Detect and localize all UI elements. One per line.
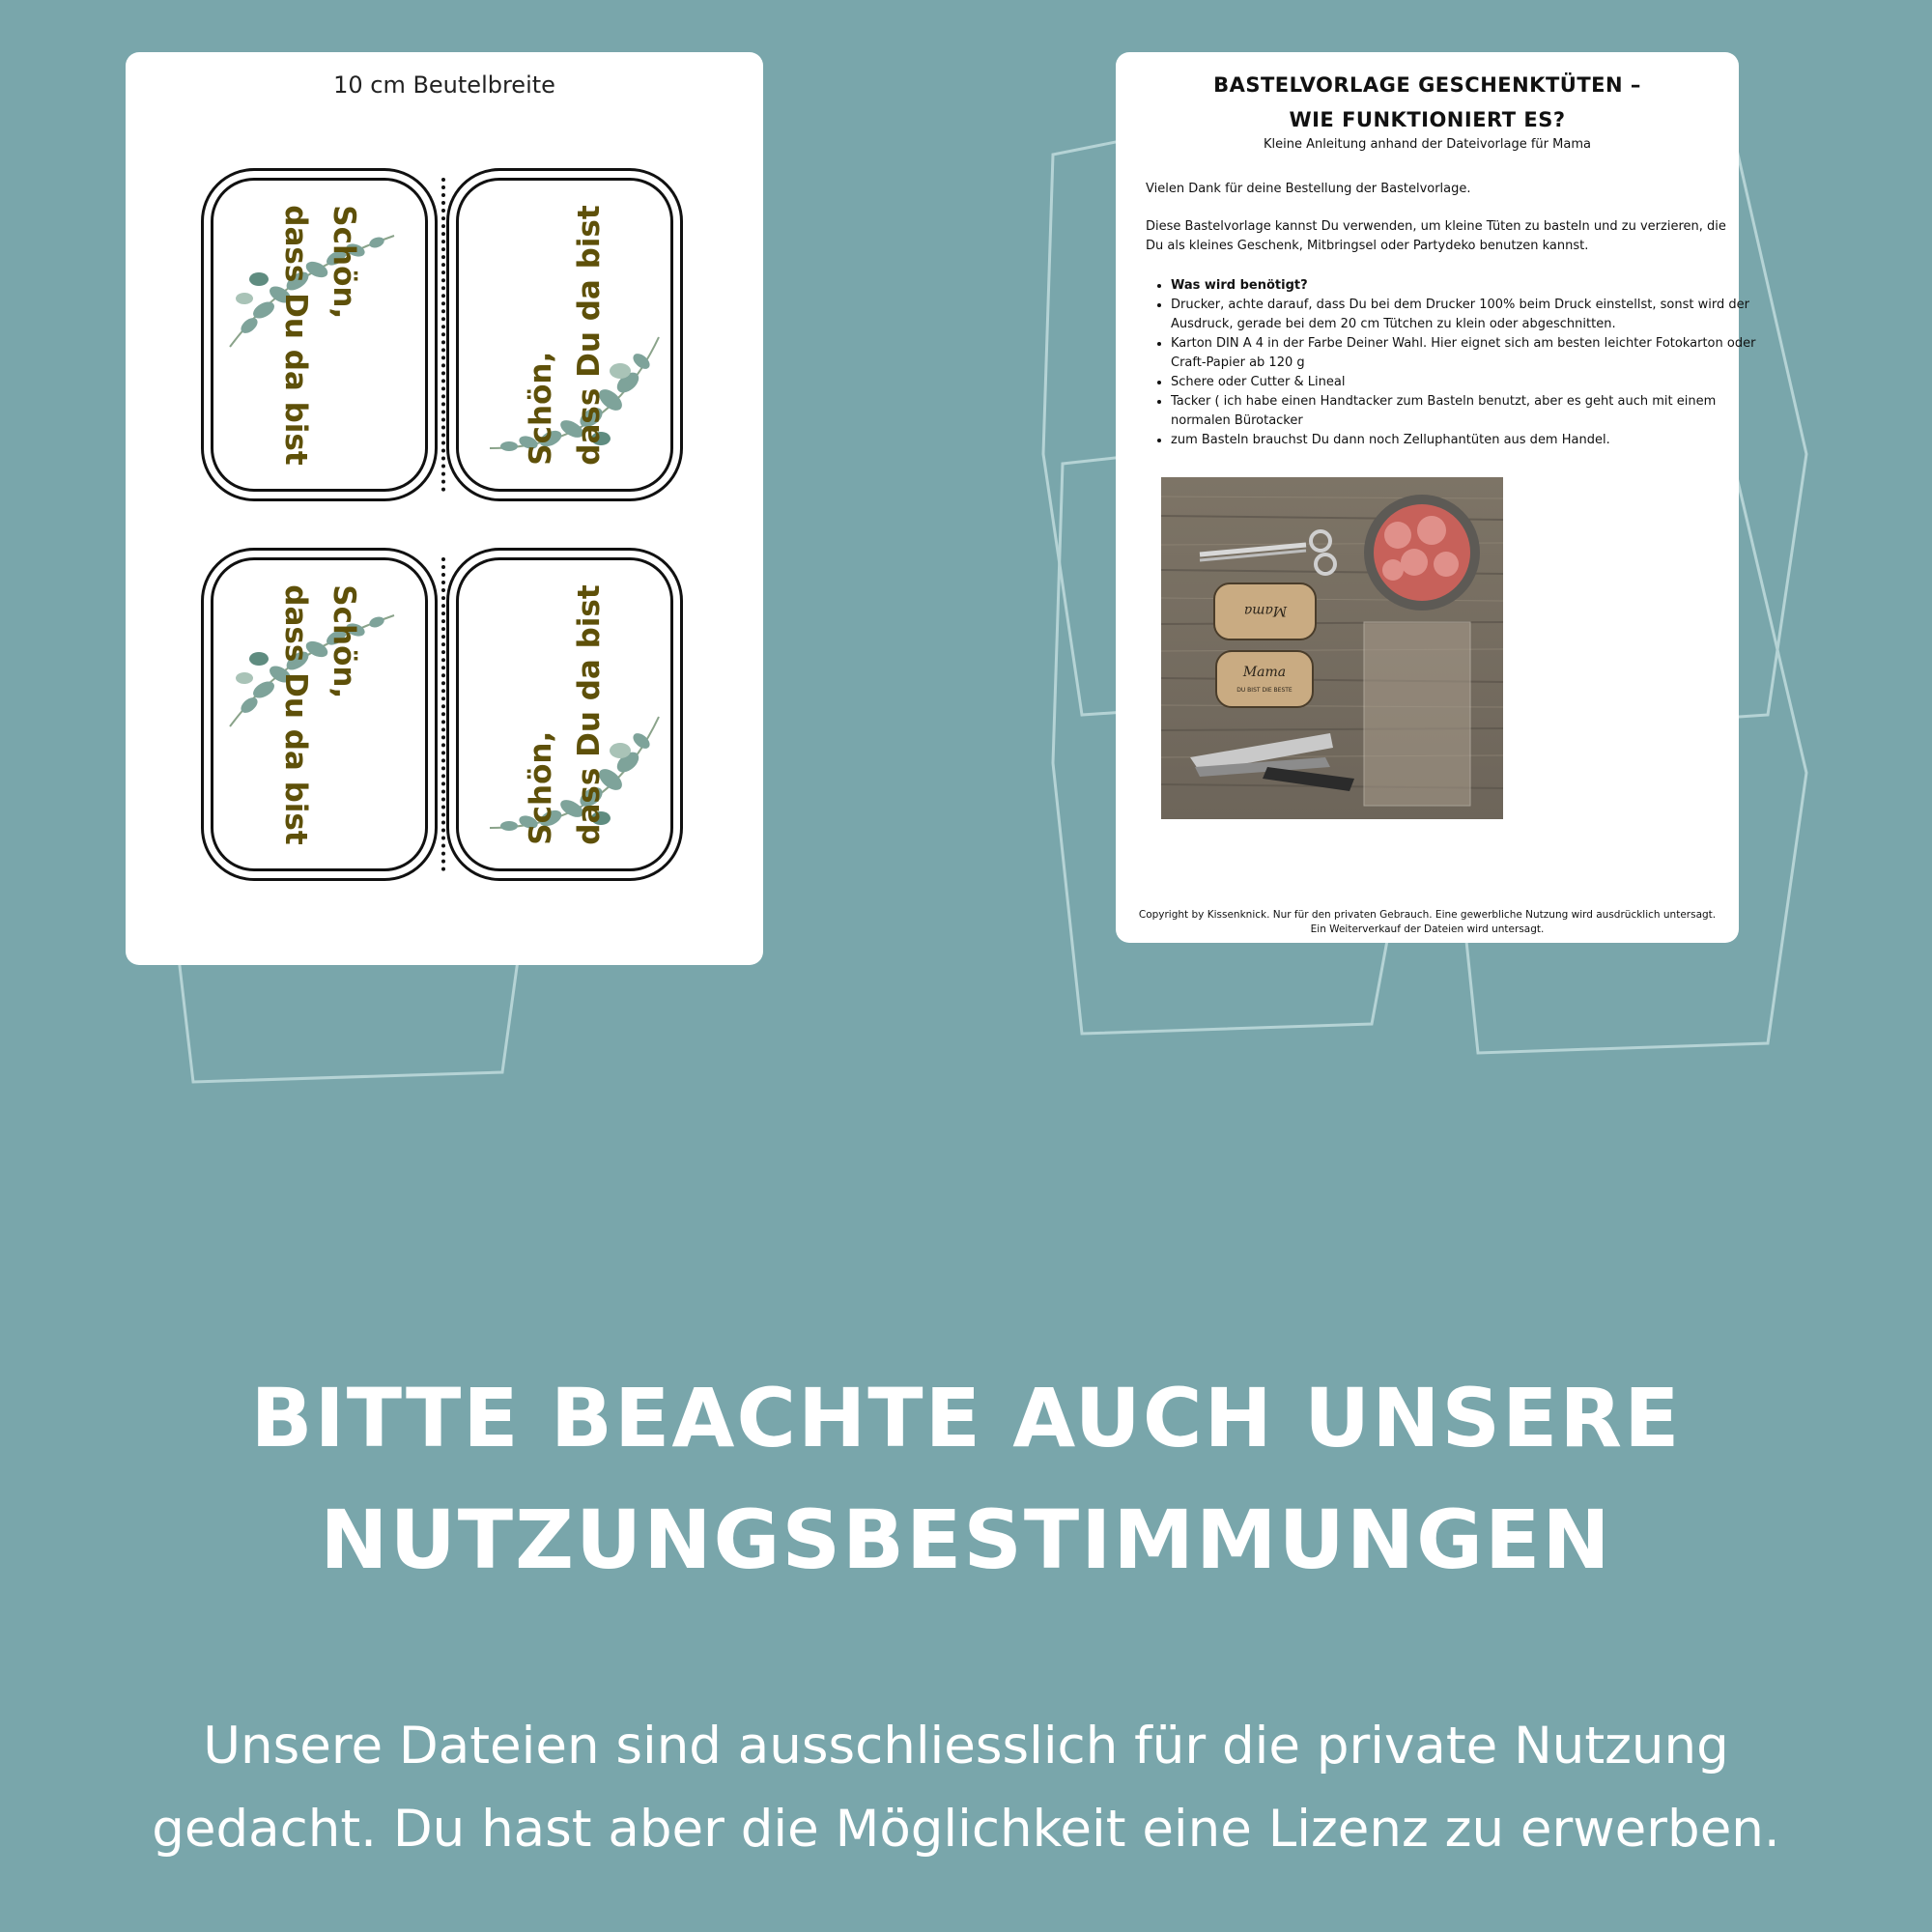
doc-paragraph-2: Diese Bastelvorlage kannst Du verwenden, um kleine Tüten zu basteln und zu verzieren, die Du als kleines Geschenk, Mitbringsel oder Partydeko benutzen kannst. [1146, 219, 1726, 253]
tag-line-1: Schön, [326, 204, 361, 319]
craft-supplies-photo [1161, 477, 1503, 819]
body-line-2: gedacht. Du hast aber die Möglichkeit eine Lizenz zu erwerben. [152, 1800, 1780, 1859]
requirements-list [1146, 276, 1762, 450]
headline-line-2: NUTZUNGSBESTIMMUNGEN [320, 1492, 1612, 1587]
svg-text:Mama: Mama [1242, 665, 1287, 680]
tag-line-2: dass Du da bist [277, 583, 313, 845]
doc-subtitle: Kleine Anleitung anhand der Dateivorlage für Mama [1264, 137, 1591, 152]
copyright-notice: Copyright by Kissenknick. Nur für den privaten Gebrauch. Eine gewerbliche Nutzung wird ausdrücklich untersagt. Ein Weiterverkauf der Dateien wird untersagt. [1138, 909, 1717, 935]
tag-line-2: dass Du da bist [277, 204, 313, 466]
tag-line-1: Schön, [523, 730, 558, 845]
tag-line-2: dass Du da bist [571, 583, 607, 845]
tag-template-page [126, 52, 763, 965]
gift-tag [446, 548, 683, 881]
doc-title-line-1: BASTELVORLAGE GESCHENKTÜTEN – [1213, 73, 1641, 97]
doc-paragraph-1: Vielen Dank für deine Bestellung der Bastelvorlage. [1146, 182, 1471, 196]
gift-tag [201, 548, 438, 881]
list-item: • zum Basteln brauchst Du dann noch Zelluphantüten aus dem Handel. [1171, 431, 1762, 450]
gift-tag [446, 168, 683, 501]
doc-title-line-2: WIE FUNKTIONIERT ES? [1289, 108, 1566, 131]
svg-text:DU BIST DIE BESTE: DU BIST DIE BESTE [1236, 687, 1293, 694]
photo-illustration [1161, 477, 1503, 819]
headline-line-1: BITTE BEACHTE AUCH UNSERE [250, 1371, 1682, 1465]
body-line-1: Unsere Dateien sind ausschliesslich für die private Nutzung [203, 1717, 1729, 1776]
bag-width-caption: 10 cm Beutelbreite [333, 71, 555, 99]
svg-text:Mama: Mama [1243, 603, 1288, 618]
tag-line-1: Schön, [326, 583, 361, 698]
tag-line-1: Schön, [523, 351, 558, 466]
list-item: • Was wird benötigt? [1171, 276, 1762, 296]
license-notice [0, 1705, 1932, 1871]
list-item: • Drucker, achte darauf, dass Du bei dem Drucker 100% beim Druck einstellst, sonst wird der Ausdruck, gerade bei dem 20 cm Tütchen zu klein oder abgeschnitten. [1171, 296, 1762, 334]
instructions-page [1116, 52, 1756, 943]
candy-bowl-icon [1364, 495, 1480, 611]
fold-line [441, 178, 445, 492]
gift-tag [201, 168, 438, 501]
terms-headline [0, 1357, 1932, 1601]
fold-line [441, 557, 445, 871]
list-item: • Schere oder Cutter & Lineal [1171, 373, 1762, 392]
list-item: • Tacker ( ich habe einen Handtacker zum Basteln benutzt, aber es geht auch mit einem normalen Bürotacker [1171, 392, 1762, 431]
tag-line-2: dass Du da bist [571, 204, 607, 466]
list-item: • Karton DIN A 4 in der Farbe Deiner Wahl. Hier eignet sich am besten leichter Fotokarton oder Craft-Papier ab 120 g [1171, 334, 1762, 373]
